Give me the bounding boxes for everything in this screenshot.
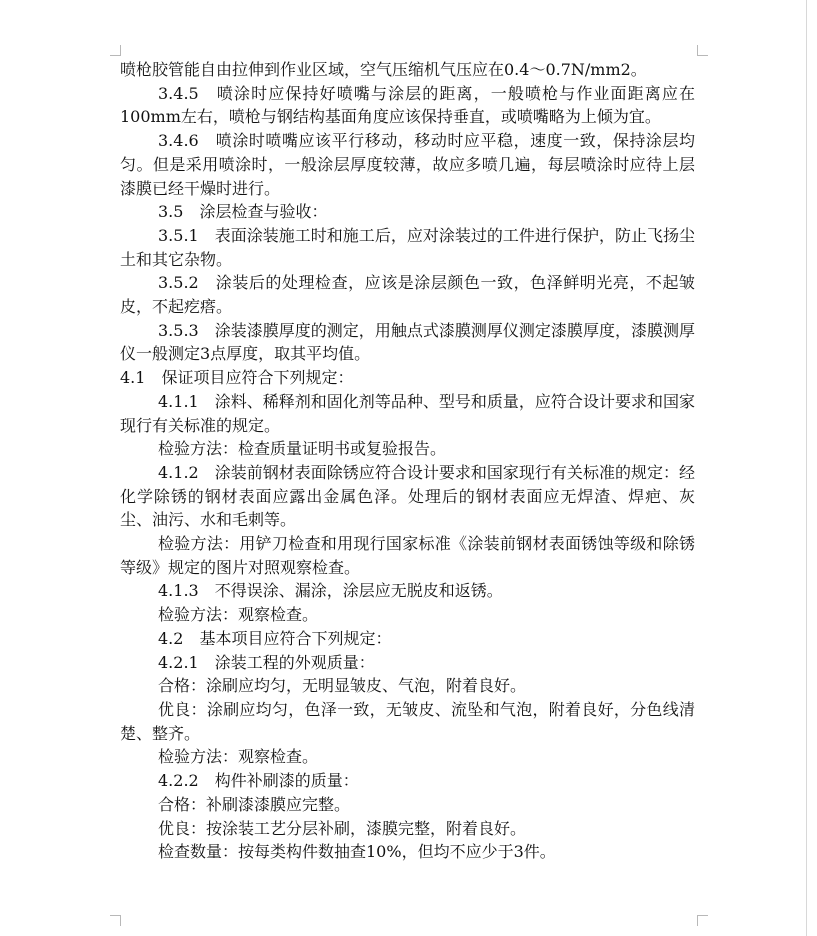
paragraph: 3.4.5 喷涂时应保持好喷嘴与涂层的距离，一般喷枪与作业面距离应在100mm左右，喷枪与钢结构基面角度应该保持垂直，或喷嘴略为上倾为宜。 [120, 83, 695, 127]
section-heading: 4.2 基本项目应符合下列规定： [158, 628, 392, 648]
paragraph: 检查数量：按每类构件数抽查10%，但均不应少于3件。 [158, 842, 556, 862]
paragraph: 3.5.1 表面涂装施工时和施工后，应对涂装过的工件进行保护，防止飞扬尘土和其它杂物。 [120, 225, 695, 269]
paragraph: 3.5 涂层检查与验收： [158, 202, 328, 222]
paragraph: 检验方法：观察检查。 [158, 747, 319, 767]
document-body [120, 58, 695, 864]
paragraph: 优良：涂刷应均匀，色泽一致，无皱皮、流坠和气泡，附着良好，分色线清楚、整齐。 [120, 699, 695, 743]
crop-mark-bottom-left [110, 915, 121, 926]
paragraph: 4.2.2 构件补刷漆的质量： [158, 771, 359, 791]
paragraph: 4.1.2 涂装前钢材表面除锈应符合设计要求和国家现行有关标准的规定：经化学除锈的钢材表面应露出金属色泽。处理后的钢材表面应无焊渣、焊疤、灰尘、油污、水和毛刺等。 [120, 462, 695, 530]
paragraph: 合格：涂刷应均匀，无明显皱皮、气泡，附着良好。 [158, 676, 527, 696]
section-heading: 4.1 保证项目应符合下列规定： [120, 368, 354, 388]
crop-mark-bottom-right [697, 915, 708, 926]
crop-mark-top-left [110, 45, 121, 56]
page-edge-rule [806, 0, 807, 936]
paragraph: 检验方法：检查质量证明书或复验报告。 [158, 439, 447, 459]
paragraph: 3.5.3 涂装漆膜厚度的测定，用触点式漆膜测厚仪测定漆膜厚度，漆膜测厚仪一般测定3点厚度，取其平均值。 [120, 320, 695, 364]
paragraph: 4.1.1 涂料、稀释剂和固化剂等品种、型号和质量，应符合设计要求和国家现行有关标准的规定。 [120, 391, 695, 435]
crop-mark-top-right [697, 45, 708, 56]
paragraph: 4.2.1 涂装工程的外观质量： [158, 652, 375, 672]
paragraph: 4.1.3 不得误涂、漏涂，涂层应无脱皮和返锈。 [158, 581, 503, 601]
paragraph: 合格：补刷漆漆膜应完整。 [158, 794, 351, 814]
paragraph: 检验方法：观察检查。 [158, 605, 319, 625]
paragraph: 3.5.2 涂装后的处理检查，应该是涂层颜色一致，色泽鲜明光亮，不起皱皮，不起疙瘩。 [120, 273, 695, 317]
paragraph: 3.4.6 喷涂时喷嘴应该平行移动，移动时应平稳，速度一致，保持涂层均匀。但是采用喷涂时，一般涂层厚度较薄，故应多喷几遍，每层喷涂时应待上层漆膜已经干燥时进行。 [120, 131, 695, 198]
paragraph: 优良：按涂装工艺分层补刷，漆膜完整，附着良好。 [158, 818, 527, 838]
paragraph: 喷枪胶管能自由拉伸到作业区域，空气压缩机气压应在0.4～0.7N/mm2。 [120, 60, 647, 79]
paragraph: 检验方法：用铲刀检查和用现行国家标准《涂装前钢材表面锈蚀等级和除锈等级》规定的图片对照观察检查。 [120, 534, 695, 577]
